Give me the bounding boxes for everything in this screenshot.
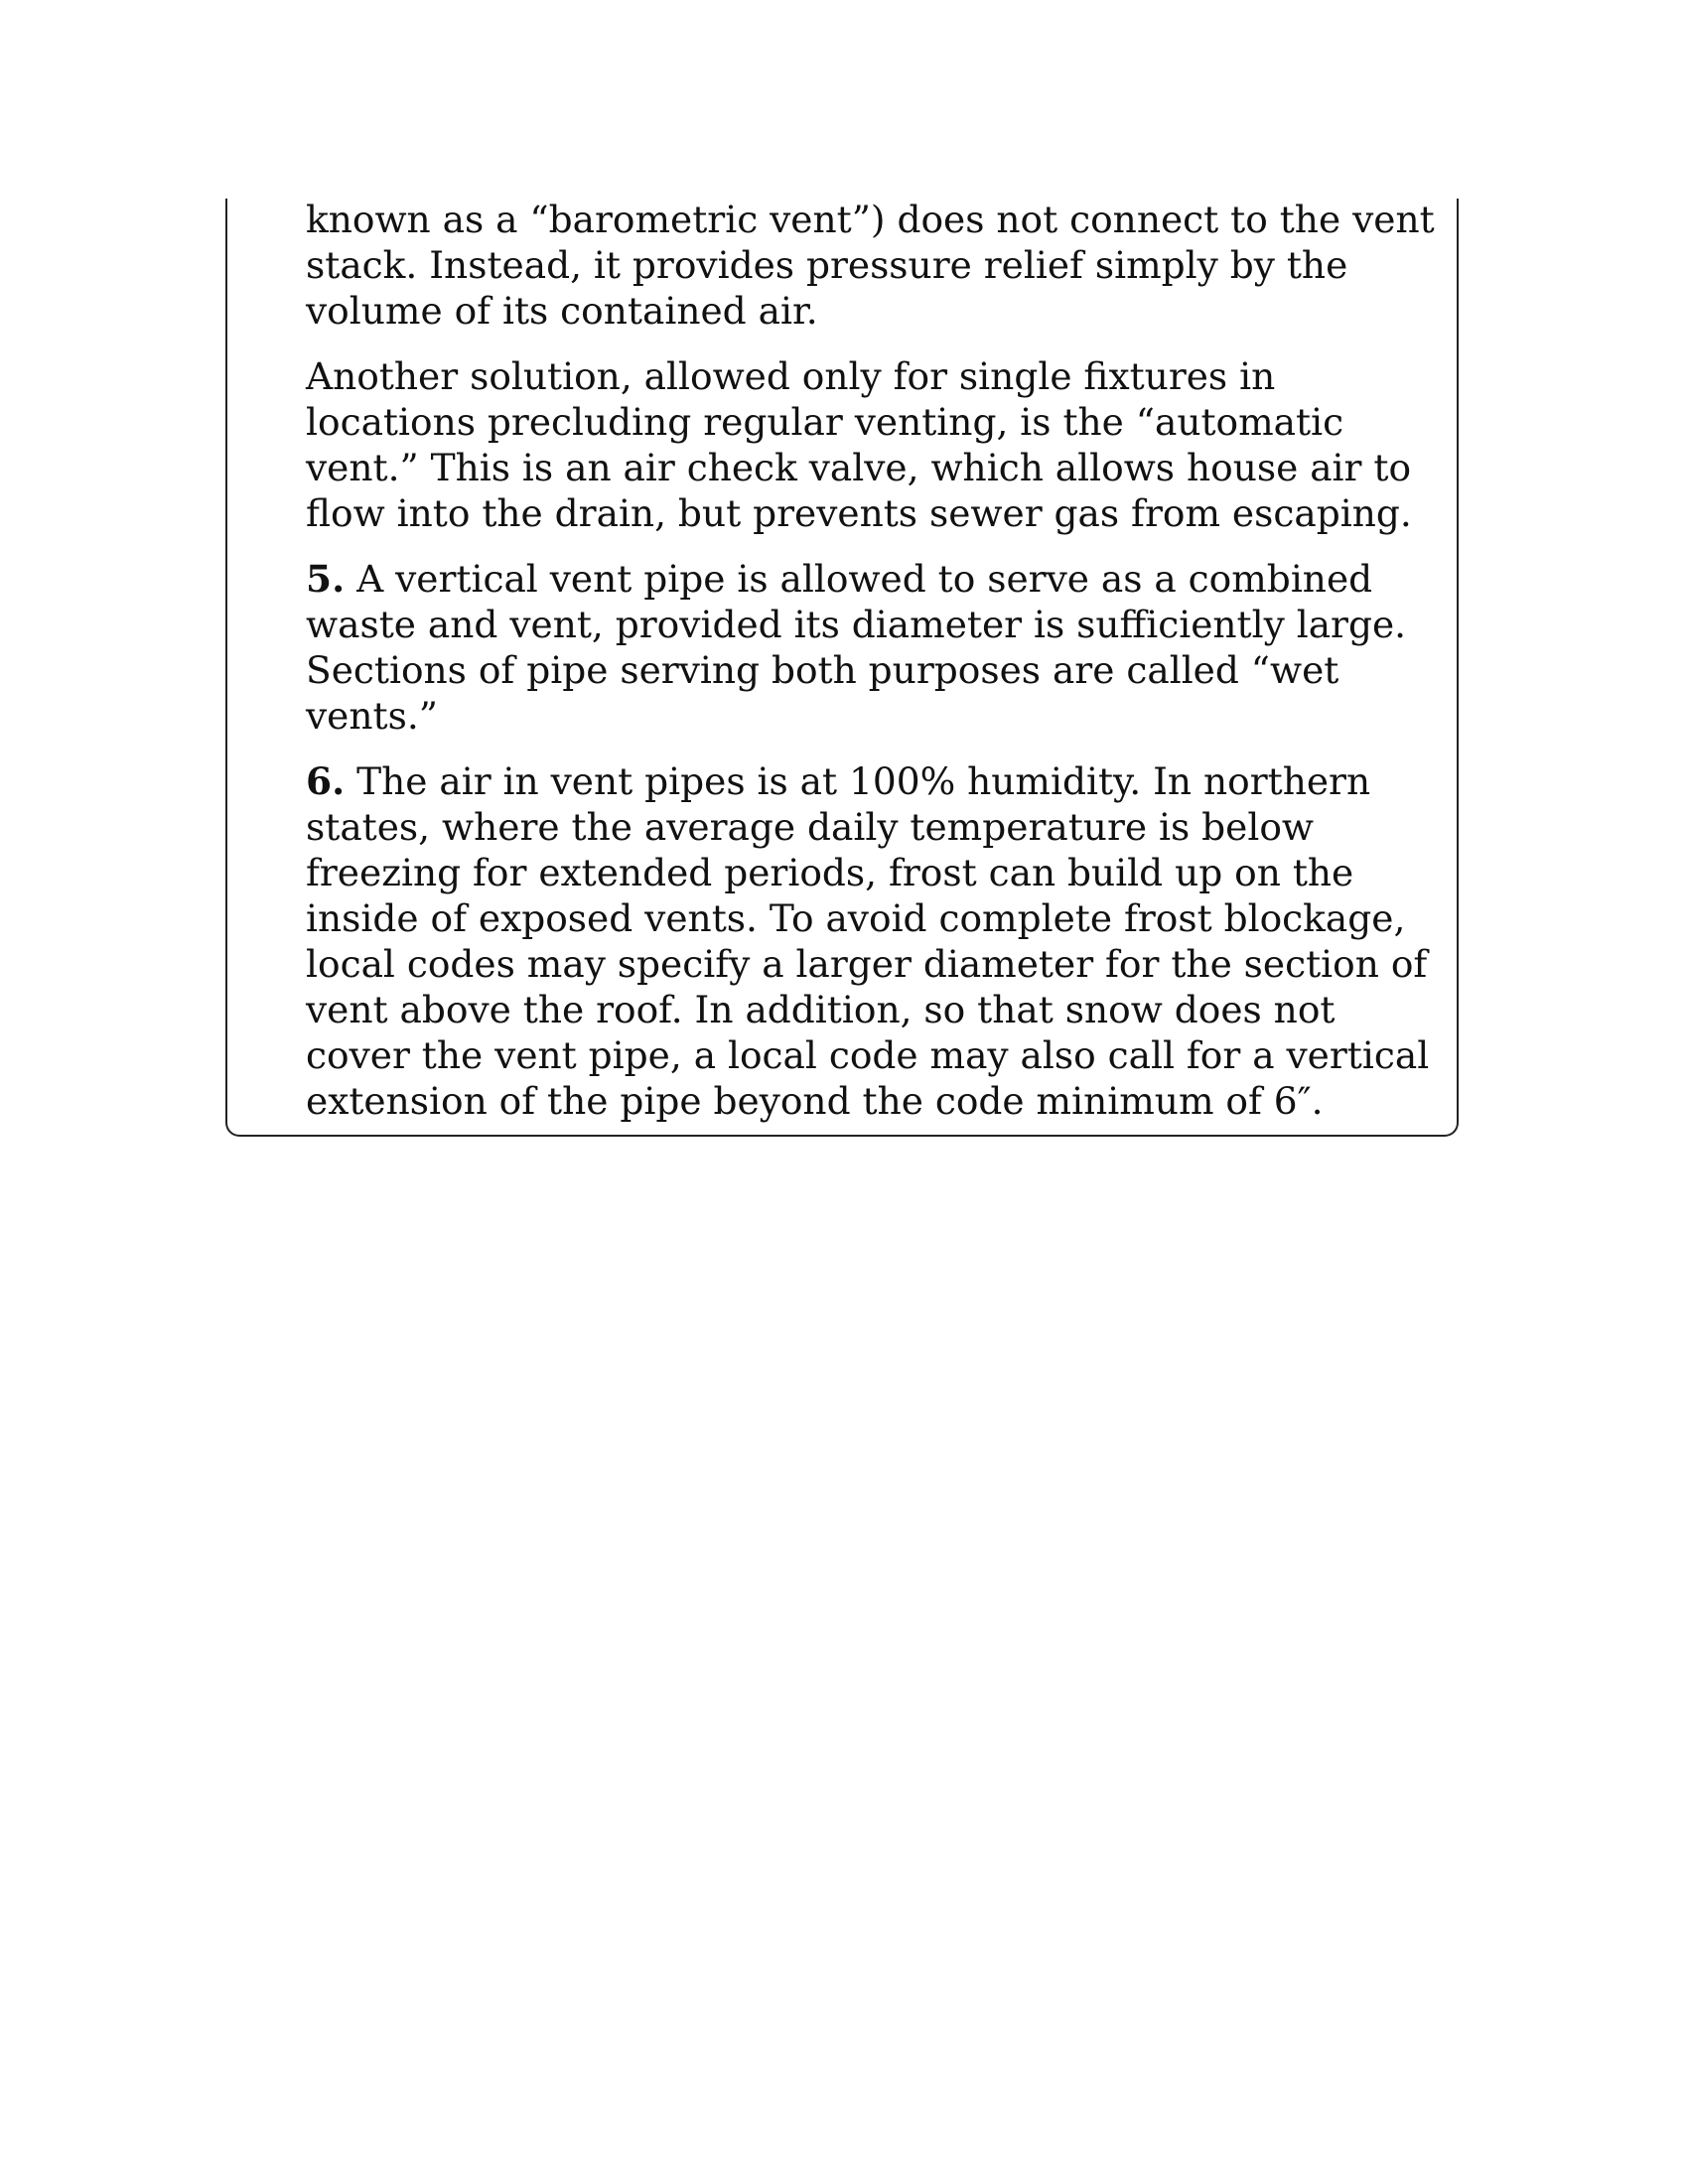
paragraph-automatic-vent bbox=[306, 353, 1450, 536]
item-number: 6. bbox=[306, 759, 346, 803]
paragraph-item-5 bbox=[306, 556, 1450, 739]
paragraph-text: A vertical vent pipe is allowed to serve as a combined waste and vent, provided its diameter is sufficiently large. Sections of pipe serving both purposes are called “wet vents.” bbox=[306, 557, 1407, 738]
paragraph-text: Another solution, allowed only for single fixtures in locations precluding regular venting, is the “automatic vent.” This is an air check valve, which allows house air to flow into the drain, but prevents sewer gas from escaping. bbox=[306, 354, 1412, 535]
item-number: 5. bbox=[306, 557, 346, 601]
paragraph-text: known as a “barometric vent”) does not connect to the vent stack. Instead, it provides pressure relief simply by the volume of its contained air. bbox=[306, 198, 1435, 333]
paragraph-text: The air in vent pipes is at 100% humidity. In northern states, where the average daily temperature is below freezing for extended periods, frost can build up on the inside of exposed vents. To avoid complete frost blockage, local codes may specify a larger diameter for the section of vent above the roof. In addition, so that snow does not cover the vent pipe, a local code may also call for a vertical extension of the pipe beyond the code minimum of 6″. bbox=[306, 759, 1430, 1123]
paragraph-item-6 bbox=[306, 758, 1450, 1124]
sidebar-box-content bbox=[306, 197, 1450, 1144]
paragraph-barometric-vent bbox=[306, 197, 1450, 334]
